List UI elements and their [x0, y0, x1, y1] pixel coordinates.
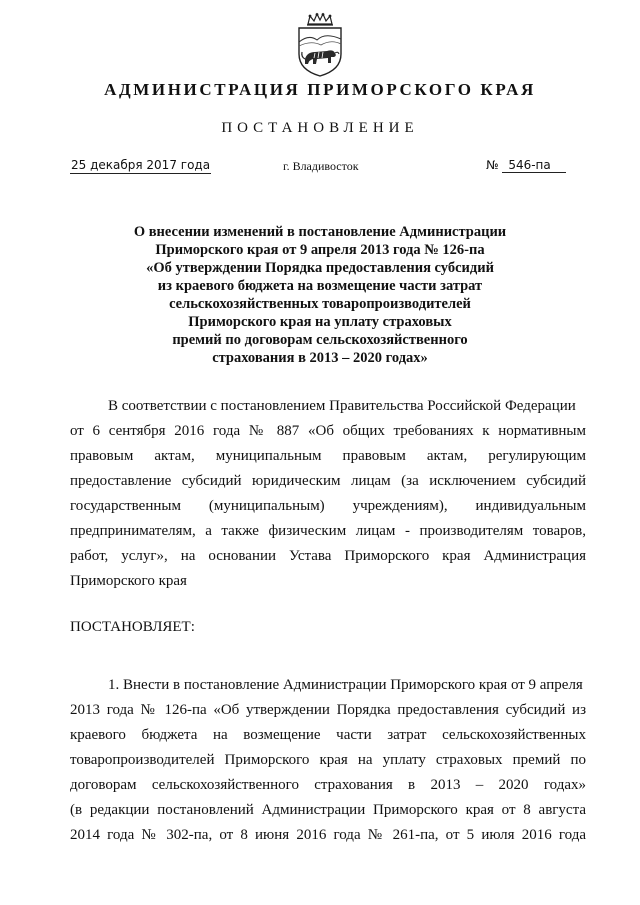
clause-line: краевого бюджета на возмещение части затрат сельскохозяйственных: [70, 727, 586, 743]
document-number-prefix: №: [486, 158, 499, 172]
document-city: г. Владивосток: [283, 159, 359, 173]
title-line: сельскохозяйственных товаропроизводителей: [169, 296, 471, 312]
clause-line: 2014 года № 302-па, от 8 июня 2016 года № 261-па, от 5 июля 2016 года: [70, 827, 586, 843]
preamble-line: Приморского края: [70, 573, 187, 589]
title-line: О внесении изменений в постановление Администрации: [133, 224, 507, 240]
document-number: [486, 158, 566, 173]
preamble-line: В соответствии с постановлением Правительства Российской Федерации: [108, 398, 576, 414]
preamble-line: правовым актам, муниципальным правовым актам, регулирующим: [70, 448, 586, 464]
preamble-line: от 6 сентября 2016 года № 887 «Об общих требованиях к нормативным: [70, 423, 586, 439]
document-number-value: 546-па: [502, 158, 566, 173]
title-line: Приморского края от 9 апреля 2013 года № 126-па: [155, 242, 485, 258]
preamble-line: государственным (муниципальным) учреждениям), индивидуальным: [70, 498, 586, 514]
clause-line: товаропроизводителей Приморского края на уплату страховых премий по: [70, 752, 586, 768]
decree-word: ПОСТАНОВЛЯЕТ:: [70, 619, 195, 635]
document-date-value: 25 декабря 2017 года: [71, 158, 211, 172]
document-title: [100, 223, 540, 367]
preamble-line: предпринимателям, а также физическим лицам - производителям товаров,: [70, 523, 586, 539]
document-type: ПОСТАНОВЛЕНИЕ: [221, 120, 419, 136]
preamble-line: работ, услуг», на основании Устава Приморского края Администрация: [70, 548, 586, 564]
document-date: [70, 158, 211, 172]
clause-line: 1. Внести в постановление Администрации Приморского края от 9 апреля: [108, 677, 583, 693]
clause-1-paragraph: [70, 673, 586, 848]
clause-line: договорам сельскохозяйственного страхования в 2013 – 2020 годах»: [70, 777, 586, 793]
organization-name: АДМИНИСТРАЦИЯ ПРИМОРСКОГО КРАЯ: [104, 80, 536, 99]
title-line: «Об утверждении Порядка предоставления субсидий: [146, 260, 494, 276]
title-line: Приморского края на уплату страховых: [188, 314, 452, 330]
clause-line: (в редакции постановлений Администрации Приморского края от 8 августа: [70, 802, 586, 818]
title-line: страхования в 2013 – 2020 годах»: [212, 350, 428, 366]
preamble-paragraph: [70, 394, 586, 594]
coat-of-arms-tiger-icon: [291, 12, 349, 78]
clause-line: 2013 года № 126-па «Об утверждении Порядка предоставления субсидий из: [70, 702, 586, 718]
title-line: из краевого бюджета на возмещение части затрат: [157, 278, 483, 294]
title-line: премий по договорам сельскохозяйственного: [172, 332, 468, 348]
preamble-line: предоставление субсидий юридическим лицам (за исключением субсидий: [70, 473, 586, 489]
